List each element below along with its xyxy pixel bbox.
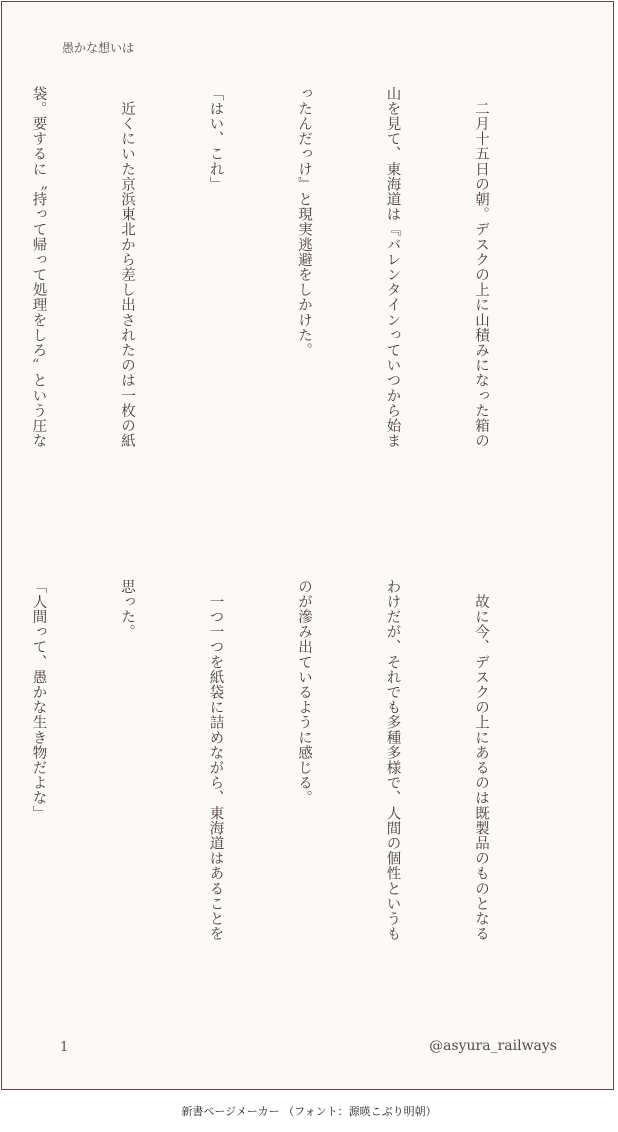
author-handle: @asyura_railways xyxy=(429,1038,557,1054)
text-line: 二月十五日の朝。デスクの上に山積みになった箱の xyxy=(473,86,489,449)
text-line: 一つ一つを紙袋に詰めながら、東海道はあることを xyxy=(207,579,224,942)
text-line: 故に今、デスクの上にあるのは既製品のものとなる xyxy=(473,579,489,942)
text-line: 「はい、これ」 xyxy=(207,86,224,192)
page-title: 愚かな想いは xyxy=(62,41,135,55)
text-line: 「人間って、愚かな生き物だよな」 xyxy=(30,579,47,821)
text-line: 山を見て、東海道は『バレンタインっていつから始ま xyxy=(384,86,401,449)
text-line: のが滲み出ているように感じる。 xyxy=(296,579,312,806)
text-line: わけだが、それでも多種多様で、人間の個性というも xyxy=(384,579,401,942)
text-block-bottom xyxy=(0,579,554,999)
generator-credit: 新書ページメーカー （フォント：源暎こぶり明朝） xyxy=(181,1105,437,1118)
text-line: 近くにいた京浜東北から差し出されたのは一枚の紙 xyxy=(119,86,135,449)
text-line: 袋。要するに〝持って帰って処理をしろ〟という圧な xyxy=(30,86,47,449)
text-line: ったんだっけ』と現実逃避をしかけた。 xyxy=(296,86,312,358)
page-number: 1 xyxy=(60,1040,69,1055)
text-block-top xyxy=(0,86,554,541)
text-line: 思った。 xyxy=(119,579,135,640)
page xyxy=(1,1,614,1090)
